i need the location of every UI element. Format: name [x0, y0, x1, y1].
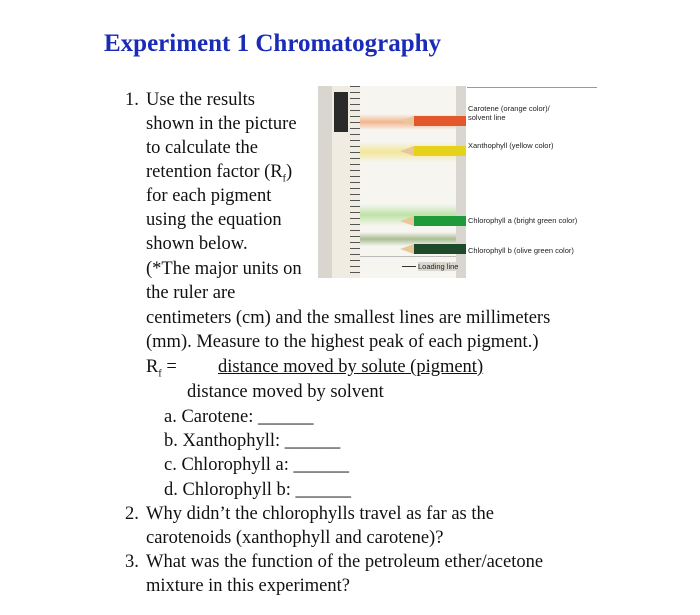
label-chlorophyll-b: Chlorophyll b (olive green color)	[468, 246, 574, 255]
answer-item-xanthophyll: b. Xanthophyll: ______	[164, 431, 341, 451]
ruler-ticks	[350, 86, 360, 278]
q1-line: for each pigment	[146, 186, 272, 206]
figure-top-rule	[467, 87, 597, 88]
question-2-number: 2.	[125, 504, 139, 524]
q1-line: using the equation	[146, 210, 282, 230]
label-chlorophyll-a: Chlorophyll a (bright green color)	[468, 216, 578, 225]
q3-line: What was the function of the petroleum ether/acetone	[146, 552, 544, 572]
label-carotene: Carotene (orange color)/ solvent line	[468, 104, 550, 122]
q1-line: to calculate the	[146, 138, 258, 158]
formula-lhs: $R_f$ =	[146, 357, 177, 380]
q1-line: (mm). Measure to the highest peak of each pigment.)	[146, 332, 539, 352]
q1-line: the ruler are	[146, 283, 236, 303]
question-1-number: 1.	[125, 90, 139, 110]
q1-line: Use the results	[146, 90, 255, 110]
label-xanthophyll: Xanthophyll (yellow color)	[468, 141, 554, 150]
chlorophyll-a-pencil	[414, 216, 466, 226]
loading-line-arrow	[402, 266, 416, 267]
question-3-number: 3.	[125, 552, 139, 572]
q2-line: carotenoids (xanthophyll and carotene)?	[146, 528, 444, 548]
formula-numerator: distance moved by solute (pigment)	[218, 357, 484, 377]
answer-item-chlorophyll-a: c. Chlorophyll a: ______	[164, 455, 349, 475]
label-loading-line: Loading line	[418, 262, 459, 271]
q1-line: (*The major units on	[146, 259, 302, 279]
carotene-pencil	[414, 116, 466, 126]
formula-denominator: distance moved by solvent	[187, 382, 384, 402]
answer-item-carotene: a. Carotene: ______	[164, 407, 314, 427]
xanthophyll-pencil	[414, 146, 466, 156]
q1-line: centimeters (cm) and the smallest lines are millimeters	[146, 308, 551, 328]
ruler	[332, 86, 361, 278]
q1-line: shown below.	[146, 234, 248, 254]
answer-item-chlorophyll-b: d. Chlorophyll b: ______	[164, 480, 352, 500]
q3-line: mixture in this experiment?	[146, 576, 350, 596]
loading-line	[360, 256, 456, 257]
page-title: Experiment 1 Chromatography	[104, 30, 442, 57]
q1-line-rf: retention factor $(R_f)$	[146, 162, 293, 185]
ruler-brand-mark	[334, 92, 348, 132]
q1-line: shown in the picture	[146, 114, 297, 134]
chlorophyll-b-pencil	[414, 244, 466, 254]
chromatography-photo	[318, 86, 466, 278]
q2-line: Why didn’t the chlorophylls travel as far as the	[146, 504, 494, 524]
